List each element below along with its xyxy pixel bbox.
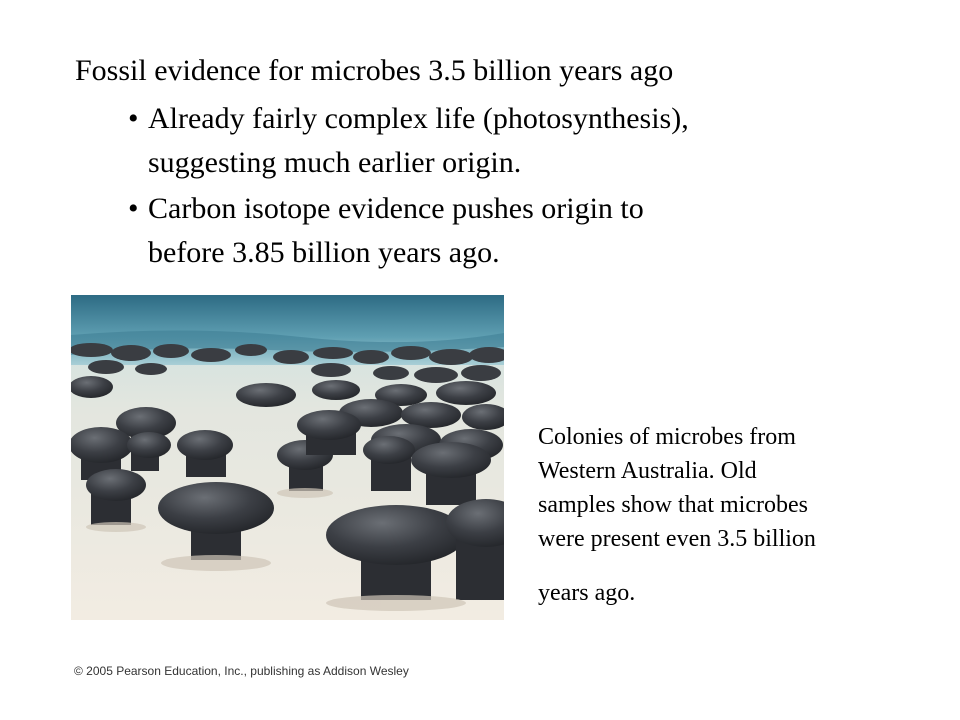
slide-title: Fossil evidence for microbes 3.5 billion years ago	[75, 54, 674, 87]
bullet-marker: •	[128, 102, 139, 135]
bullet-item-carbon-isotope	[128, 187, 689, 275]
bullet-list	[128, 97, 689, 277]
caption-line: years ago.	[538, 580, 636, 606]
copyright-notice: © 2005 Pearson Education, Inc., publishing as Addison Wesley	[74, 664, 409, 678]
bullet-line: Already fairly complex life (photosynthesis),	[148, 102, 689, 135]
caption-line: were present even 3.5 billion	[538, 526, 816, 552]
caption-line: samples show that microbes	[538, 492, 808, 518]
bullet-line: before 3.85 billion years ago.	[148, 236, 500, 269]
caption-line: Colonies of microbes from	[538, 424, 796, 450]
bullet-line: suggesting much earlier origin.	[148, 146, 522, 179]
photo-caption	[538, 420, 928, 610]
bullet-marker: •	[128, 192, 139, 225]
caption-line: Western Australia. Old	[538, 458, 757, 484]
stromatolites-photo	[71, 295, 504, 620]
bullet-item-complex-life	[128, 97, 689, 185]
bullet-line: Carbon isotope evidence pushes origin to	[148, 192, 644, 225]
